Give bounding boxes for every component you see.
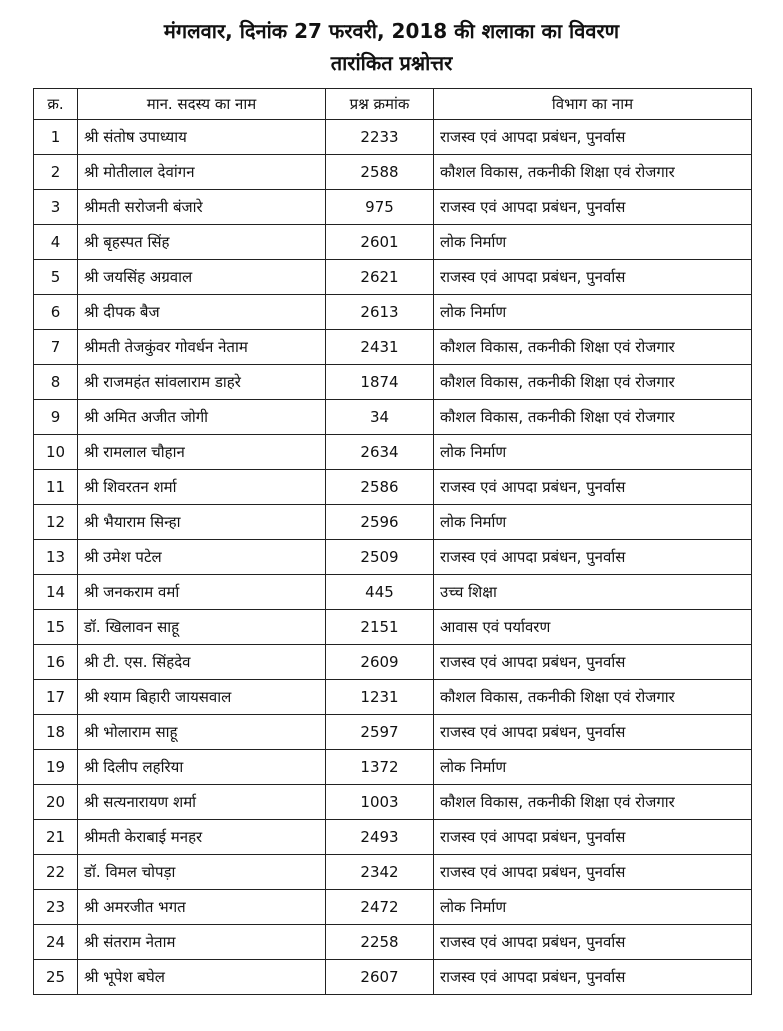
department-cell: राजस्व एवं आपदा प्रबंधन, पुनर्वास — [434, 855, 752, 890]
serial-cell: 14 — [34, 575, 78, 610]
table-row — [34, 610, 752, 645]
table-row — [34, 260, 752, 295]
table-row — [34, 925, 752, 960]
serial-cell: 22 — [34, 855, 78, 890]
table-row — [34, 960, 752, 995]
serial-cell: 15 — [34, 610, 78, 645]
department-cell: राजस्व एवं आपदा प्रबंधन, पुनर्वास — [434, 540, 752, 575]
member-name-cell: श्री संतराम नेताम — [78, 925, 326, 960]
table-row — [34, 820, 752, 855]
table-row — [34, 575, 752, 610]
table-body — [34, 120, 752, 995]
serial-cell: 5 — [34, 260, 78, 295]
table-row — [34, 750, 752, 785]
member-name-cell: श्री अमित अजीत जोगी — [78, 400, 326, 435]
member-name-cell: श्री श्याम बिहारी जायसवाल — [78, 680, 326, 715]
department-cell: राजस्व एवं आपदा प्रबंधन, पुनर्वास — [434, 820, 752, 855]
table-row — [34, 155, 752, 190]
department-cell: कौशल विकास, तकनीकी शिक्षा एवं रोजगार — [434, 680, 752, 715]
question-number-cell: 2588 — [326, 155, 434, 190]
member-name-cell: श्री भोलाराम साहू — [78, 715, 326, 750]
department-cell: राजस्व एवं आपदा प्रबंधन, पुनर्वास — [434, 260, 752, 295]
table-row — [34, 715, 752, 750]
member-name-cell: श्री भैयाराम सिन्हा — [78, 505, 326, 540]
department-cell: राजस्व एवं आपदा प्रबंधन, पुनर्वास — [434, 645, 752, 680]
department-cell: राजस्व एवं आपदा प्रबंधन, पुनर्वास — [434, 470, 752, 505]
serial-cell: 17 — [34, 680, 78, 715]
department-cell: लोक निर्माण — [434, 505, 752, 540]
column-header-serial: क्र. — [34, 89, 78, 120]
serial-cell: 24 — [34, 925, 78, 960]
member-name-cell: श्री राजमहंत सांवलाराम डाहरे — [78, 365, 326, 400]
table-row — [34, 330, 752, 365]
question-number-cell: 975 — [326, 190, 434, 225]
member-name-cell: श्री दिलीप लहरिया — [78, 750, 326, 785]
question-number-cell: 34 — [326, 400, 434, 435]
department-cell: राजस्व एवं आपदा प्रबंधन, पुनर्वास — [434, 120, 752, 155]
member-name-cell: श्री भूपेश बघेल — [78, 960, 326, 995]
department-cell: राजस्व एवं आपदा प्रबंधन, पुनर्वास — [434, 715, 752, 750]
column-header-department: विभाग का नाम — [434, 89, 752, 120]
column-header-question-number: प्रश्न क्रमांक — [326, 89, 434, 120]
serial-cell: 11 — [34, 470, 78, 505]
table-row — [34, 365, 752, 400]
department-cell: कौशल विकास, तकनीकी शिक्षा एवं रोजगार — [434, 400, 752, 435]
column-header-member-name: मान. सदस्य का नाम — [78, 89, 326, 120]
question-number-cell: 445 — [326, 575, 434, 610]
table-row — [34, 470, 752, 505]
member-name-cell: श्री अमरजीत भगत — [78, 890, 326, 925]
question-number-cell: 1003 — [326, 785, 434, 820]
department-cell: आवास एवं पर्यावरण — [434, 610, 752, 645]
table-row — [34, 400, 752, 435]
question-number-cell: 2493 — [326, 820, 434, 855]
question-number-cell: 2597 — [326, 715, 434, 750]
table-row — [34, 855, 752, 890]
member-name-cell: श्रीमती केराबाई मनहर — [78, 820, 326, 855]
member-name-cell: श्री शिवरतन शर्मा — [78, 470, 326, 505]
serial-cell: 1 — [34, 120, 78, 155]
member-name-cell: श्री बृहस्पत सिंह — [78, 225, 326, 260]
question-number-cell: 2613 — [326, 295, 434, 330]
question-number-cell: 2233 — [326, 120, 434, 155]
table-row — [34, 680, 752, 715]
department-cell: लोक निर्माण — [434, 225, 752, 260]
department-cell: कौशल विकास, तकनीकी शिक्षा एवं रोजगार — [434, 785, 752, 820]
member-name-cell: डॉ. खिलावन साहू — [78, 610, 326, 645]
member-name-cell: डॉ. विमल चोपड़ा — [78, 855, 326, 890]
question-number-cell: 2509 — [326, 540, 434, 575]
department-cell: कौशल विकास, तकनीकी शिक्षा एवं रोजगार — [434, 330, 752, 365]
serial-cell: 21 — [34, 820, 78, 855]
member-name-cell: श्री सत्यनारायण शर्मा — [78, 785, 326, 820]
question-number-cell: 1874 — [326, 365, 434, 400]
table-row — [34, 295, 752, 330]
question-number-cell: 2621 — [326, 260, 434, 295]
question-number-cell: 2607 — [326, 960, 434, 995]
question-number-cell: 1231 — [326, 680, 434, 715]
member-name-cell: श्रीमती तेजकुंवर गोवर्धन नेताम — [78, 330, 326, 365]
serial-cell: 13 — [34, 540, 78, 575]
department-cell: कौशल विकास, तकनीकी शिक्षा एवं रोजगार — [434, 155, 752, 190]
question-number-cell: 1372 — [326, 750, 434, 785]
member-name-cell: श्री दीपक बैज — [78, 295, 326, 330]
question-number-cell: 2472 — [326, 890, 434, 925]
department-cell: राजस्व एवं आपदा प्रबंधन, पुनर्वास — [434, 960, 752, 995]
question-number-cell: 2586 — [326, 470, 434, 505]
serial-cell: 4 — [34, 225, 78, 260]
serial-cell: 10 — [34, 435, 78, 470]
serial-cell: 19 — [34, 750, 78, 785]
member-name-cell: श्री जनकराम वर्मा — [78, 575, 326, 610]
department-cell: लोक निर्माण — [434, 890, 752, 925]
question-number-cell: 2596 — [326, 505, 434, 540]
serial-cell: 6 — [34, 295, 78, 330]
member-name-cell: श्रीमती सरोजनी बंजारे — [78, 190, 326, 225]
department-cell: उच्च शिक्षा — [434, 575, 752, 610]
member-name-cell: श्री उमेश पटेल — [78, 540, 326, 575]
question-number-cell: 2431 — [326, 330, 434, 365]
department-cell: लोक निर्माण — [434, 435, 752, 470]
table-row — [34, 190, 752, 225]
question-number-cell: 2151 — [326, 610, 434, 645]
serial-cell: 8 — [34, 365, 78, 400]
table-row — [34, 785, 752, 820]
serial-cell: 7 — [34, 330, 78, 365]
member-name-cell: श्री रामलाल चौहान — [78, 435, 326, 470]
question-number-cell: 2634 — [326, 435, 434, 470]
table-row — [34, 890, 752, 925]
serial-cell: 9 — [34, 400, 78, 435]
question-table — [33, 88, 752, 995]
serial-cell: 25 — [34, 960, 78, 995]
serial-cell: 12 — [34, 505, 78, 540]
page-title: मंगलवार, दिनांक 27 फरवरी, 2018 की शलाका का विवरण — [163, 19, 620, 43]
serial-cell: 3 — [34, 190, 78, 225]
table-row — [34, 645, 752, 680]
member-name-cell: श्री टी. एस. सिंहदेव — [78, 645, 326, 680]
table-row — [34, 505, 752, 540]
department-cell: राजस्व एवं आपदा प्रबंधन, पुनर्वास — [434, 925, 752, 960]
member-name-cell: श्री संतोष उपाध्याय — [78, 120, 326, 155]
member-name-cell: श्री जयसिंह अग्रवाल — [78, 260, 326, 295]
page-subtitle: तारांकित प्रश्नोत्तर — [330, 51, 453, 75]
table-row — [34, 540, 752, 575]
serial-cell: 16 — [34, 645, 78, 680]
serial-cell: 2 — [34, 155, 78, 190]
serial-cell: 18 — [34, 715, 78, 750]
department-cell: लोक निर्माण — [434, 750, 752, 785]
question-number-cell: 2342 — [326, 855, 434, 890]
table-header-row — [34, 89, 752, 120]
department-cell: कौशल विकास, तकनीकी शिक्षा एवं रोजगार — [434, 365, 752, 400]
question-number-cell: 2601 — [326, 225, 434, 260]
member-name-cell: श्री मोतीलाल देवांगन — [78, 155, 326, 190]
department-cell: लोक निर्माण — [434, 295, 752, 330]
table-row — [34, 225, 752, 260]
question-number-cell: 2258 — [326, 925, 434, 960]
question-number-cell: 2609 — [326, 645, 434, 680]
table-row — [34, 120, 752, 155]
serial-cell: 23 — [34, 890, 78, 925]
serial-cell: 20 — [34, 785, 78, 820]
table-row — [34, 435, 752, 470]
department-cell: राजस्व एवं आपदा प्रबंधन, पुनर्वास — [434, 190, 752, 225]
